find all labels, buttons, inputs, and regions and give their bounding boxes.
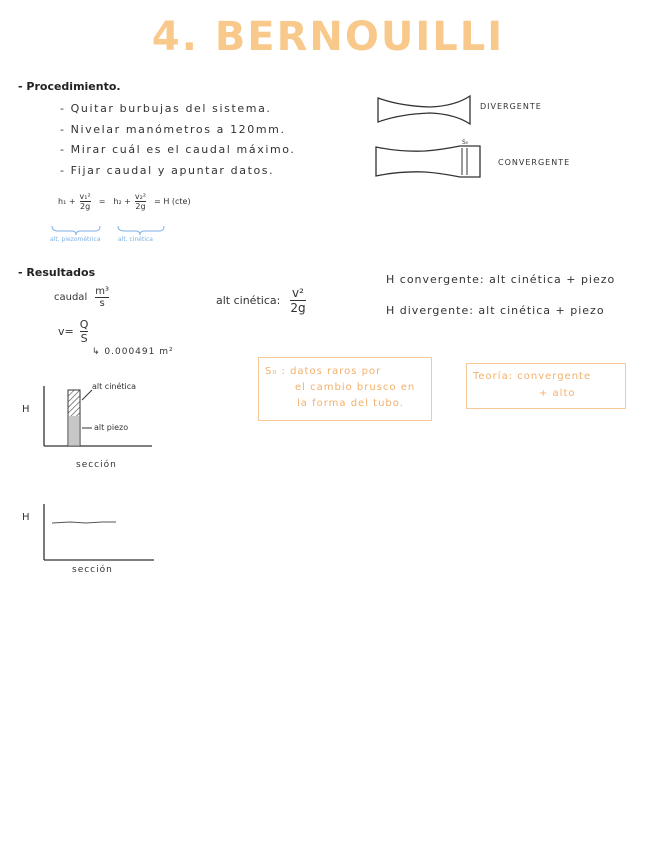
step-1: - Quitar burbujas del sistema. [60,102,272,115]
eq-v1: v₁² [79,192,91,201]
eq-g1: 2g [80,202,91,211]
v-num: Q [79,318,89,331]
brace2-label: alt. cinética [118,236,153,243]
caudal-units-num: m³ [95,286,109,297]
eq-rest: = H (cte) [154,197,191,206]
teoria-line-1: Teoría: convergente [473,371,592,382]
eq-h2: h₂ + [113,197,131,206]
graph2-x-label: sección [72,565,113,575]
eq-g2: 2g [135,202,146,211]
graph2-line [52,522,116,523]
caudal-units-den: s [99,298,105,309]
h-convergente: H convergente: alt cinética + piezo [386,273,616,286]
s0-note-line-3: la forma del tubo. [297,398,404,409]
v-den: S [80,332,88,345]
graph1-x-label: sección [76,460,117,470]
divergente-label: DIVERGENTE [480,102,542,111]
page-title: 4. BERNOUILLI [151,14,505,60]
teoria-line-2: + alto [539,388,576,399]
procedimiento-header: - Procedimiento. [18,80,121,93]
step-4: - Fijar caudal y apuntar datos. [60,164,275,177]
caudal-label: caudal [54,292,88,303]
graph1-ann-cinetica: alt cinética [92,382,137,391]
section-area-value: ↳ 0.000491 m² [92,347,174,357]
v-label: v= [58,325,74,338]
eq-equals: = [98,197,106,206]
brace1-label: alt. piezométrica [50,236,101,243]
graph1-ann-piezo: alt piezo [94,423,129,432]
step-3: - Mirar cuál es el caudal máximo. [60,143,296,156]
alt-den: 2g [290,301,306,315]
s0-note-line-2: el cambio brusco en [295,382,416,393]
alt-num: v² [292,286,304,300]
graph1-y-label: H [22,404,30,415]
s0-note-line-1: S₀ : datos raros por [265,366,382,377]
eq-v2: v₂² [134,192,147,201]
graph2-y-label: H [22,512,30,523]
eq-h1: h₁ + [58,197,76,206]
resultados-header: - Resultados [18,266,96,279]
h-divergente: H divergente: alt cinética + piezo [386,304,605,317]
alt-cinetica-label: alt cinética: [216,294,281,307]
step-2: - Nivelar manómetros a 120mm. [60,123,286,136]
convergente-label: CONVERGENTE [498,158,571,167]
s0-label: S₀ [462,139,469,146]
